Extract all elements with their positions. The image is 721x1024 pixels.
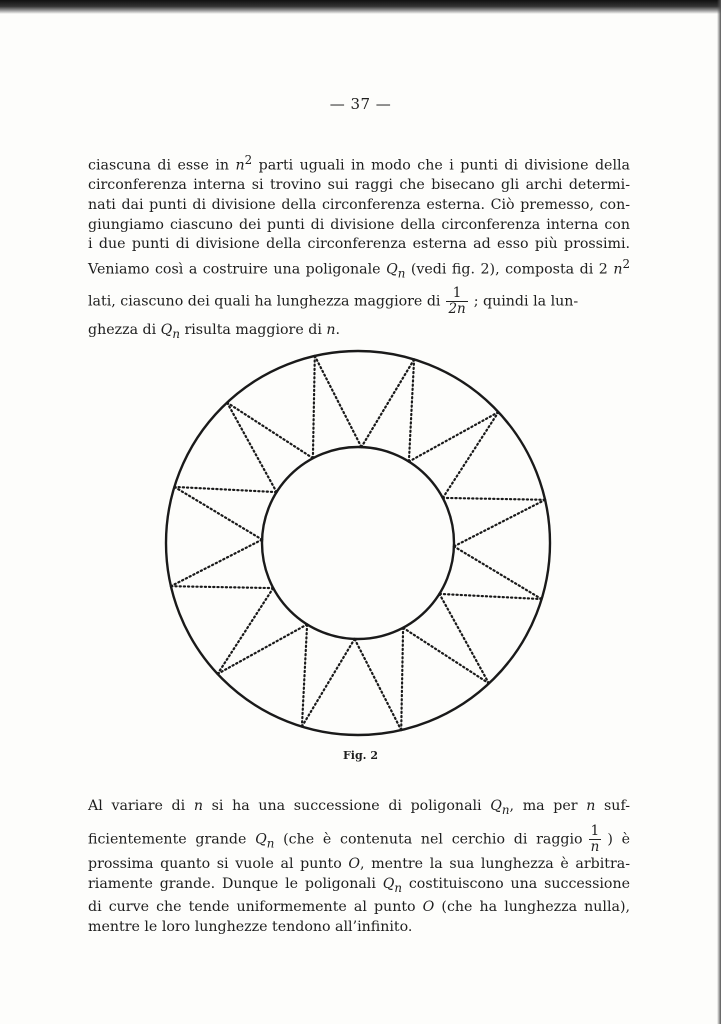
star-polygon-segment bbox=[454, 500, 545, 547]
text-line: Al variare di n si ha una successione di poligonali $Q_n$, ma per n suf- bbox=[88, 798, 630, 817]
text-line: ficientemente grande $Q_n$ (che è contenuta nel cerchio di raggio $\frac{1}{n}$ ) è bbox=[88, 823, 630, 856]
scan-border-top bbox=[0, 0, 721, 14]
page-number: — 37 — bbox=[329, 95, 392, 113]
star-polygon-segment bbox=[171, 540, 262, 587]
paragraph-1 bbox=[88, 151, 630, 344]
text-line: lati, ciascuno dei quali ha lunghezza maggiore di $\frac{1}{2n}$ ; quindi la lun- bbox=[88, 284, 579, 317]
text-line: i due punti di divisione della circonferenza esterna ad esso più prossimi. bbox=[88, 236, 630, 253]
star-polygon-segment bbox=[439, 594, 489, 684]
text-line: ciascuna di esse in $n^2$ parti uguali in modo che i punti di divisione della bbox=[88, 153, 630, 174]
star-polygon-segment bbox=[174, 487, 276, 492]
annulus-star-diagram bbox=[160, 348, 560, 748]
star-polygon-segment bbox=[409, 359, 414, 461]
text-line: riamente grande. Dunque le poligonali $Q_n$ costituiscono una successione bbox=[88, 876, 630, 895]
fraction-1-over-n: $\frac{1}{n}$ bbox=[590, 823, 600, 856]
star-polygon-segment bbox=[443, 412, 499, 498]
text-line: nati dai punti di divisione della circonferenza esterna. Ciò premesso, con- bbox=[88, 196, 630, 213]
star-polygon-segment bbox=[409, 412, 499, 462]
star-polygon-segment bbox=[313, 356, 315, 458]
paragraph-2 bbox=[88, 797, 630, 938]
figure-2 bbox=[160, 348, 560, 752]
star-polygon-segment bbox=[218, 624, 308, 674]
fraction-1-over-2n: $\frac{1}{2n}$ bbox=[448, 284, 466, 317]
star-polygon-segment bbox=[401, 628, 403, 730]
star-polygon-segment bbox=[174, 487, 262, 540]
text-line: di curve che tende uniformemente al punto O (che ha lunghezza nulla), bbox=[88, 899, 630, 916]
star-polygon-segment bbox=[302, 639, 355, 727]
star-polygon-segment bbox=[443, 498, 545, 500]
scan-border-right bbox=[717, 0, 721, 1024]
star-polygon-segment bbox=[315, 356, 362, 447]
text-line: Veniamo così a costruire una poligonale $Q_n$ (vedi fig. 2), composta di 2 $n^2$ bbox=[88, 256, 630, 281]
star-polygon-segment bbox=[171, 586, 273, 588]
star-polygon-segment bbox=[361, 359, 414, 447]
inner-circle bbox=[262, 447, 454, 639]
star-polygon-segment bbox=[454, 546, 542, 599]
star-polygon-segment bbox=[302, 624, 307, 726]
text-line: mentre le loro lunghezze tendono all’infinito. bbox=[88, 919, 413, 936]
star-polygon-segment bbox=[439, 594, 541, 599]
figure-caption: Fig. 2 bbox=[343, 749, 378, 762]
star-polygon-segment bbox=[227, 403, 277, 493]
text-line: prossima quanto si vuole al punto O, mentre la sua lunghezza è arbitra- bbox=[88, 856, 631, 873]
text-line: circonferenza interna si trovino sui raggi che bisecano gli archi determi- bbox=[88, 177, 630, 194]
star-polygon-segment bbox=[355, 639, 402, 730]
star-polygon-segment bbox=[403, 628, 489, 684]
star-polygon-segment bbox=[227, 403, 313, 459]
text-line: giungiamo ciascuno dei punti di divisione della circonferenza interna con bbox=[88, 216, 630, 233]
text-line: ghezza di $Q_n$ risulta maggiore di n. bbox=[88, 321, 341, 341]
star-polygon-segment bbox=[218, 588, 274, 674]
outer-circle bbox=[166, 351, 550, 735]
